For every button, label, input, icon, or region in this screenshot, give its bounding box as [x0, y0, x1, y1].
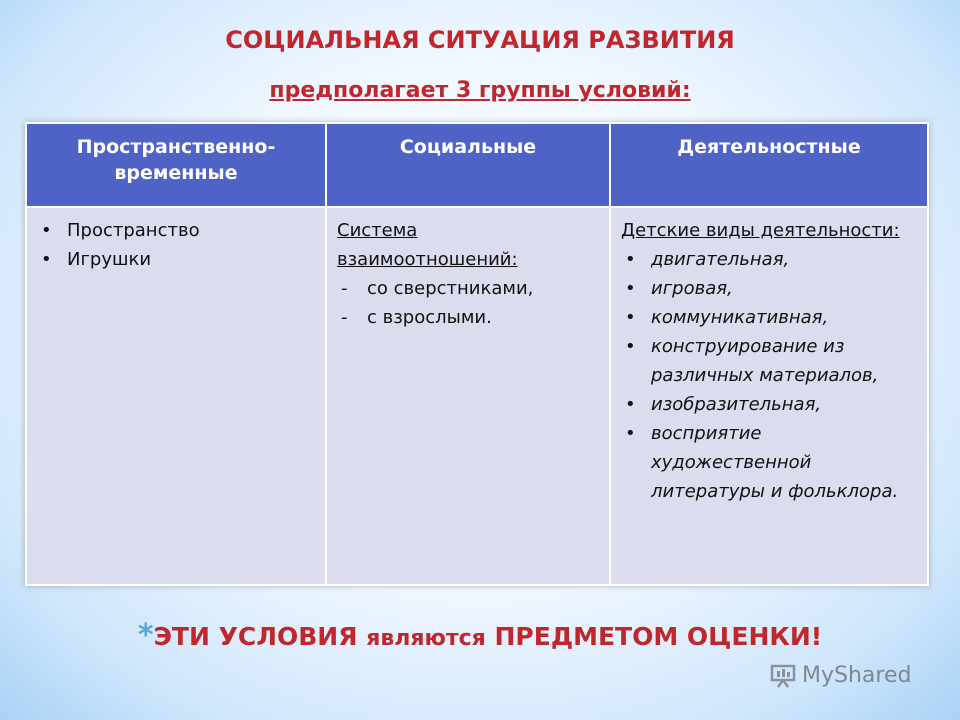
presentation-board-icon [770, 662, 796, 688]
footer-part2: являются [366, 626, 486, 651]
footer-note [0, 618, 960, 657]
activity-list [621, 245, 917, 506]
slide-title: СОЦИАЛЬНАЯ СИТУАЦИЯ РАЗВИТИЯ [225, 26, 735, 54]
table-header-row [26, 123, 928, 207]
cell-social [326, 207, 610, 585]
header-spatial-temporal: Пространственно-временные [26, 123, 326, 207]
watermark-text: MyShared [802, 662, 912, 688]
slide-subtitle: предполагает 3 группы условий: [269, 78, 691, 103]
header-social: Социальные [326, 123, 610, 207]
list-item: • изобразительная, [621, 390, 917, 419]
conditions-table [25, 122, 929, 586]
list-item: • коммуникативная, [621, 303, 917, 332]
activity-heading: Детские виды деятельности: [621, 220, 900, 241]
footer-part3: ПРЕДМЕТОМ ОЦЕНКИ! [494, 622, 823, 651]
footer-part1: ЭТИ УСЛОВИЯ [153, 622, 358, 651]
asterisk-icon: * [137, 618, 154, 653]
list-item: • Игрушки [37, 245, 315, 274]
list-item: • двигательная, [621, 245, 917, 274]
list-item: • восприятие художественной литературы и фольклора. [621, 419, 917, 506]
spatial-list [37, 216, 315, 274]
list-item: - со сверстниками, [337, 274, 599, 303]
list-item: • игровая, [621, 274, 917, 303]
list-item: • конструирование из различных материалов, [621, 332, 917, 390]
table-body-row [26, 207, 928, 585]
header-activity: Деятельностные [610, 123, 928, 207]
social-heading: Система взаимоотношений: [337, 220, 518, 270]
list-item: - с взрослыми. [337, 303, 599, 332]
cell-activity [610, 207, 928, 585]
cell-spatial-temporal [26, 207, 326, 585]
social-list [337, 274, 599, 332]
list-item: • Пространство [37, 216, 315, 245]
watermark-logo [770, 660, 911, 690]
